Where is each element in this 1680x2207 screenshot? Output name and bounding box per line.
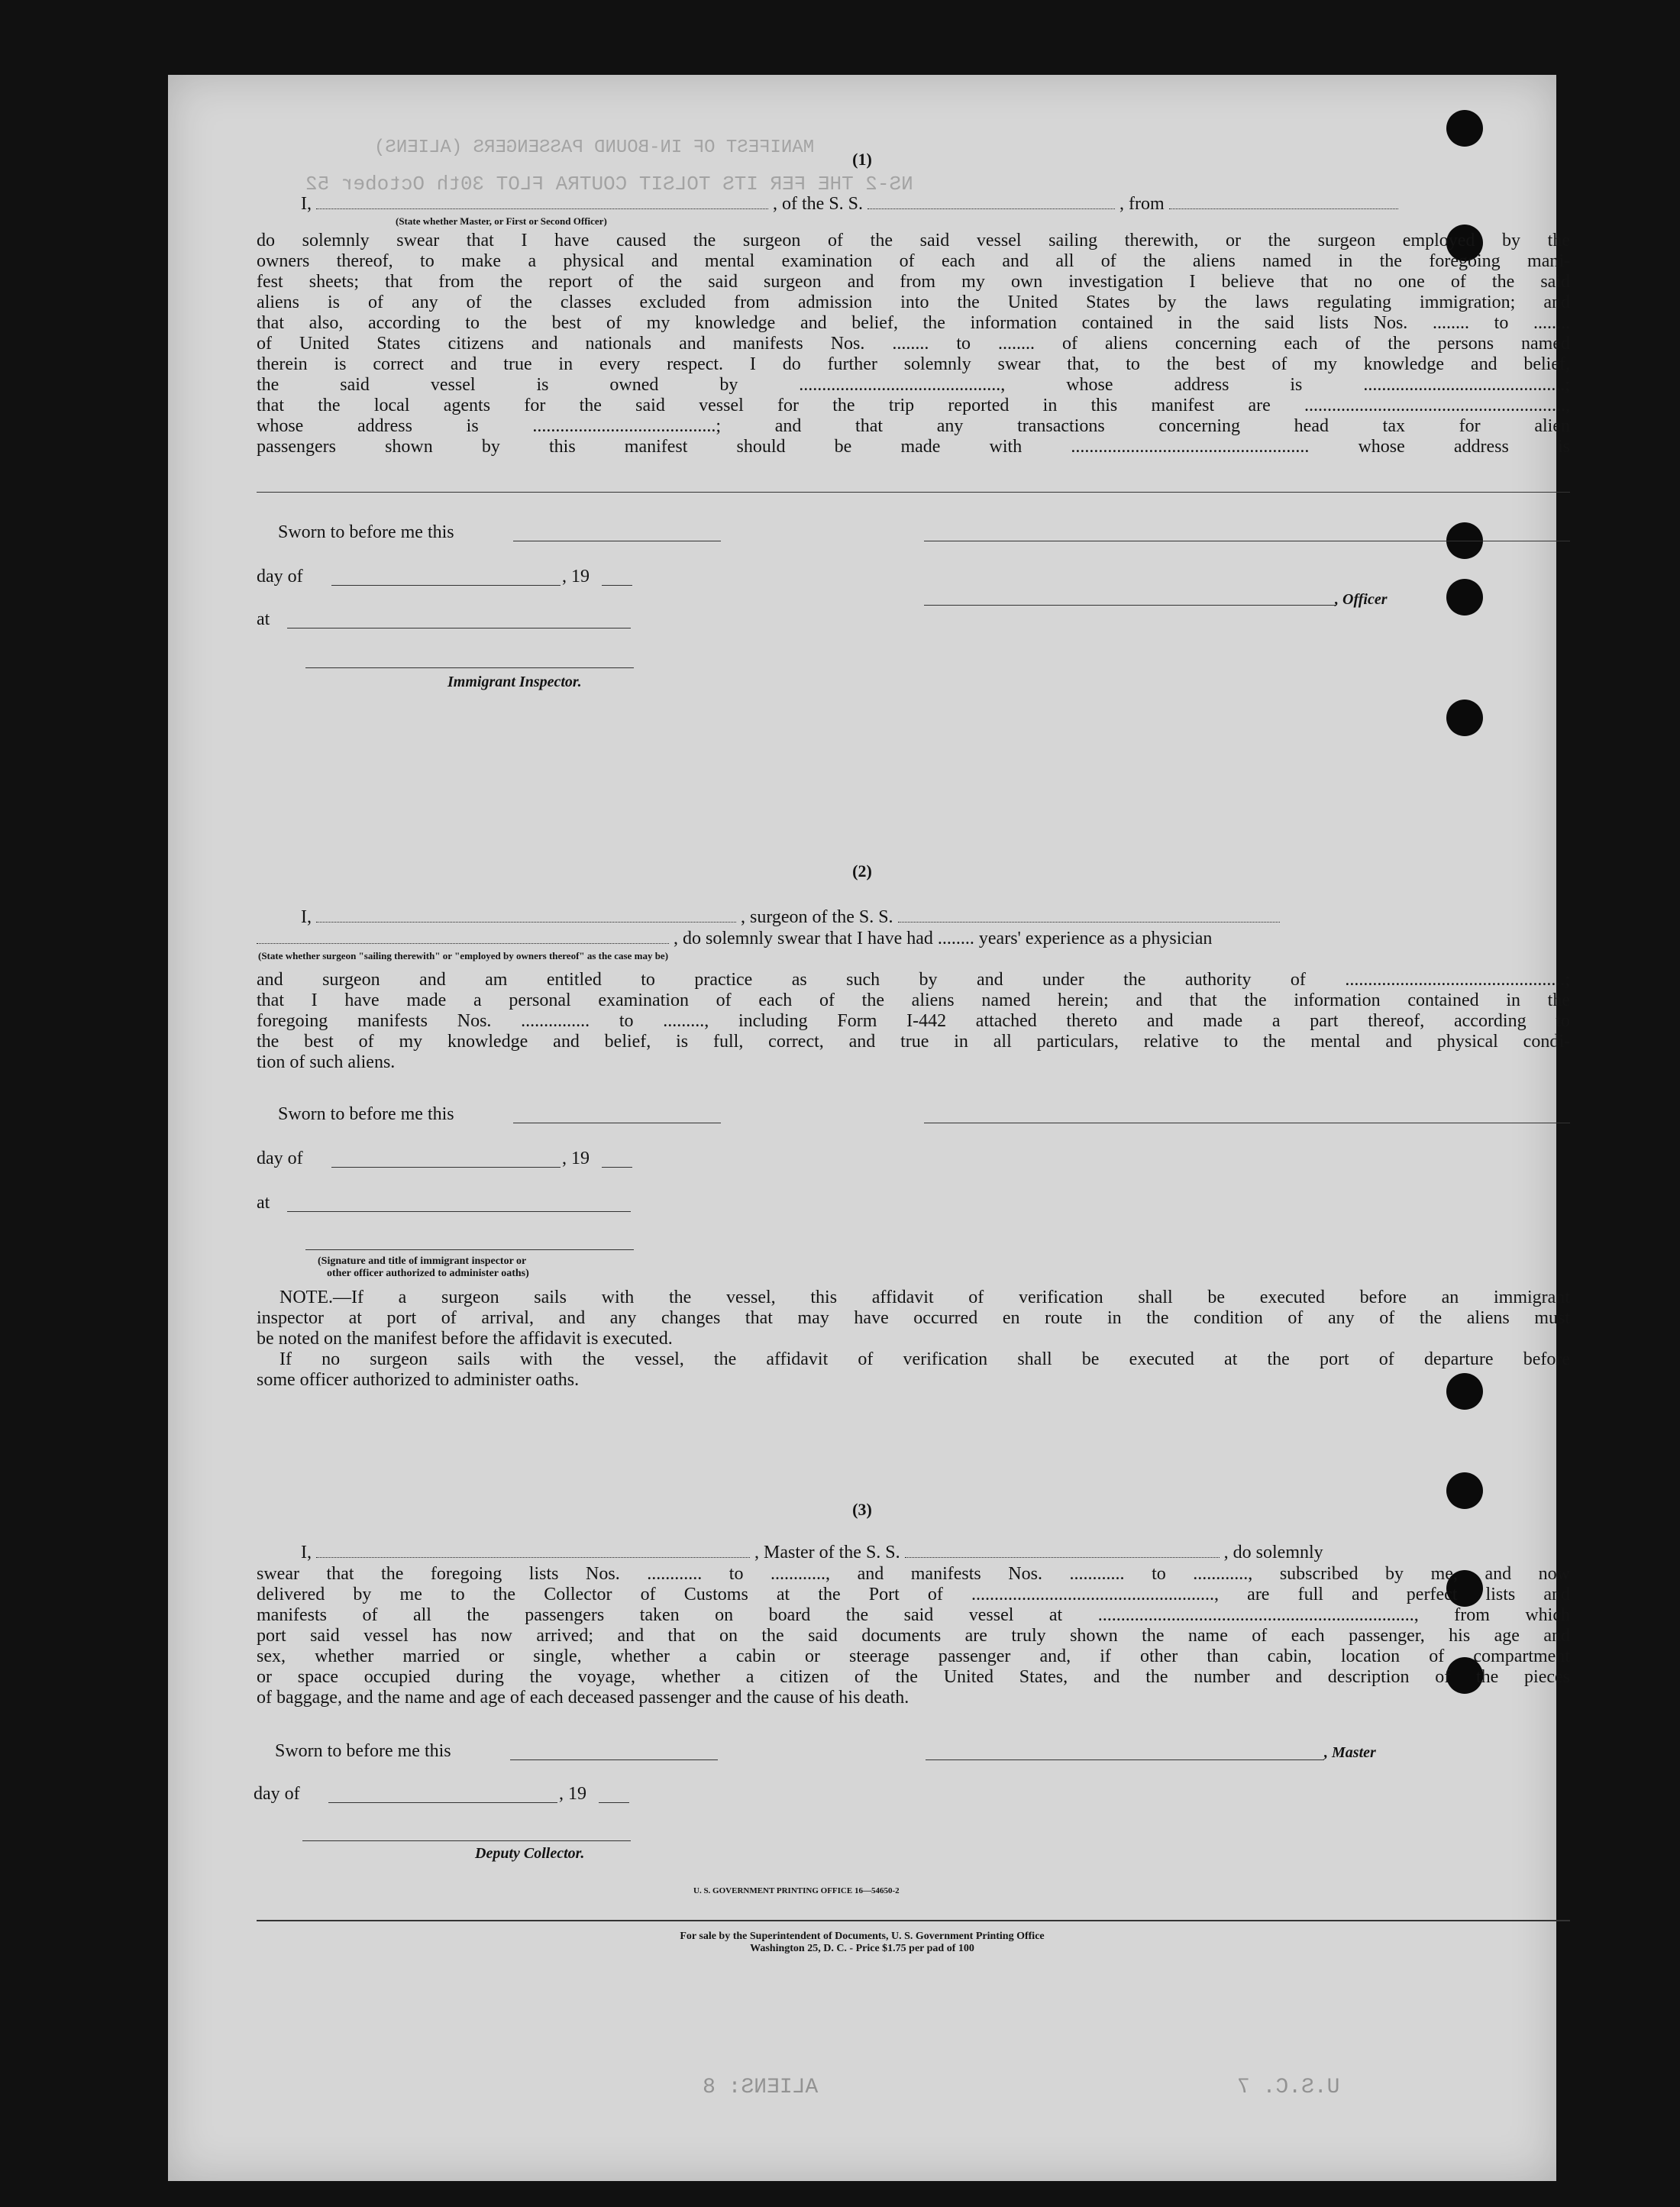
paragraph-line: that also, according to the best of my knowledge and belief, the information contained in the said lists Nos. ........ to ........ [257,313,1570,333]
punch-hole [1446,110,1483,147]
section-2-paragraph [257,970,1570,1073]
section-1-number: (1) [852,150,872,169]
section-3-master-line [301,1543,1570,1563]
collector-rule [302,1840,631,1841]
inspector-rule [305,1249,634,1250]
paragraph-line: of United States citizens and nationals and manifests Nos. ........ to ........ of aliens concerning each of the persons named [257,334,1570,354]
year-label: , 19 [562,1149,590,1168]
signature-note-1: (Signature and title of immigrant inspector or [318,1255,527,1267]
section-1-paragraph [257,231,1570,457]
sworn-label: Sworn to before me this [275,1741,451,1761]
officer-rule [924,605,1336,606]
text-of-ss: , of the S. S. [773,194,864,214]
section-3-number: (3) [852,1500,872,1519]
note-line: If no surgeon sails with the vessel, the affidavit of verification shall be executed at the port of departure before [279,1349,1570,1369]
punch-hole [1446,579,1483,616]
master-rule [926,1759,1324,1760]
day-of-label: day of [254,1784,300,1804]
paragraph-line: delivered by me to the Collector of Customs at the Port of ....................................................., are full and perfect lists and [257,1585,1570,1604]
paragraph-line: that I have made a personal examination of each of the aliens named herein; and that the information contained in the [257,990,1570,1010]
deputy-collector-label: Deputy Collector. [475,1845,585,1862]
bleed-through-form-code: U.S.C. 7 [1237,2076,1340,2099]
year-label: , 19 [559,1784,586,1804]
master-label: , Master [1324,1744,1376,1761]
immigrant-inspector-label: Immigrant Inspector. [447,674,582,690]
note-line: some officer authorized to administer oaths. [257,1370,580,1390]
year-rule [602,585,632,586]
section-2-surgeon-line [301,907,1569,928]
day-of-label: day of [257,1149,303,1168]
paragraph-line: do solemnly swear that I have caused the surgeon of the said vessel sailing therewith, or the surgeon employed by the [257,231,1570,250]
day-of-label: day of [257,567,303,586]
paragraph-line: port said vessel has now arrived; and that on the said documents are truly shown the name of each passenger, his age and [257,1626,1570,1646]
bleed-through-header: MANIFEST OF IN-BOUND PASSENGERS (ALIENS) [374,137,815,158]
bleed-through-aliens-count: ALIENS: 8 [703,2076,819,2099]
punch-hole [1446,700,1483,736]
paragraph-line: passengers shown by this manifest should be made with .................................................... whose address is [257,437,1570,457]
paragraph-line: and surgeon and am entitled to practice as such by and under the authority of ................................................; [257,970,1570,990]
text-i: I, [301,907,316,927]
paragraph-line: owners thereof, to make a physical and mental examination of each and all of the aliens named in the foregoing mani- [257,251,1570,271]
paragraph-line: fest sheets; that from the report of the said surgeon and from my own investigation I believe that no one of the said [257,272,1570,292]
footer-line: Washington 25, D. C. - Price $1.75 per pad of 100 [750,1943,974,1954]
section-1-state-note: (State whether Master, or First or Second Officer) [396,215,607,227]
paragraph-line: the said vessel is owned by ............................................, whose address is ............................................; [257,375,1570,395]
year-rule [599,1802,629,1803]
section-3-paragraph [257,1564,1570,1708]
footer-rule [257,1920,1570,1921]
inspector-rule [305,667,634,668]
text-from: , from [1119,194,1165,214]
paragraph-line: aliens is of any of the classes excluded from admission into the United States by the laws regulating immigration; and [257,292,1570,312]
bleed-through-vessel-line: NS-2 THE FER ITS TOLSIT COUTRA FLOT 30th October 52 [305,173,913,195]
note-line: NOTE.—If a surgeon sails with the vessel, this affidavit of verification shall be executed before an immigrant [279,1288,1570,1307]
day-rule [331,1167,561,1168]
at-rule [287,1211,631,1212]
manifest-back-page [168,75,1570,2181]
text-i: I, [301,194,316,214]
paragraph-line: tion of such aliens. [257,1052,396,1072]
text-master-of: , Master of the S. S. [754,1543,900,1562]
paragraph-line: swear that the foregoing lists Nos. ............ to ............, and manifests Nos. ............ to ............, subscribed by me, and now [257,1564,1570,1584]
sworn-label: Sworn to before me this [278,522,454,542]
section-2-number: (2) [852,861,872,881]
paragraph-line: sex, whether married or single, whether a cabin or steerage passenger and, if other than cabin, location of compartment [257,1646,1570,1666]
day-rule [328,1802,557,1803]
paragraph-line: manifests of all the passengers taken on board the said vessel at ....................................................................., from which [257,1605,1570,1625]
text-i: I, [301,1543,316,1562]
section-2-line-2 [257,929,1570,949]
year-label: , 19 [562,567,590,586]
year-rule [602,1167,632,1168]
note-line: be noted on the manifest before the affidavit is executed. [257,1329,673,1349]
officer-label: , Officer [1335,591,1388,608]
note-line: inspector at port of arrival, and any changes that may have occurred en route in the condition of any of the aliens must [257,1308,1570,1328]
section-2-state-note: (State whether surgeon "sailing therewith" or "employed by owners thereof" as the case may be) [258,950,669,961]
gpo-line: U. S. GOVERNMENT PRINTING OFFICE 16—54650-2 [693,1886,900,1895]
section-2-note [257,1288,1570,1391]
at-label: at [257,1193,270,1213]
paragraph-line: of baggage, and the name and age of each deceased passenger and the cause of his death. [257,1688,909,1708]
paragraph-line: that the local agents for the said vessel for the trip reported in this manifest are ........................................................., [257,396,1570,415]
paragraph-line: the best of my knowledge and belief, is full, correct, and true in all particulars, relative to the mental and physical condi- [257,1032,1570,1052]
paragraph-line: therein is correct and true in every respect. I do further solemnly swear that, to the best of my knowledge and belief, [257,354,1570,374]
text-do-solemnly: , do solemnly [1223,1543,1323,1562]
signature-note-2: other officer authorized to administer oaths) [327,1268,529,1279]
sworn-label: Sworn to before me this [278,1104,454,1124]
paragraph-line: or space occupied during the voyage, whether a citizen of the United States, and the number and description of the pieces [257,1667,1570,1687]
address-rule [257,492,1570,493]
paragraph-line: foregoing manifests Nos. ............... to ........., including Form I-442 attached thereto and made a part thereof, according to [257,1011,1570,1031]
sworn-rule [510,1759,718,1760]
text-experience: , do solemnly swear that I have had ........ years' experience as a physician [674,929,1213,948]
day-rule [331,585,561,586]
text-surgeon-of: , surgeon of the S. S. [741,907,893,927]
at-label: at [257,609,270,629]
paragraph-line: whose address is ........................................; and that any transactions concerning head tax for alien [257,416,1570,436]
footer-line: For sale by the Superintendent of Documents, U. S. Government Printing Office [680,1931,1045,1942]
section-1-officer-line [301,194,1569,215]
